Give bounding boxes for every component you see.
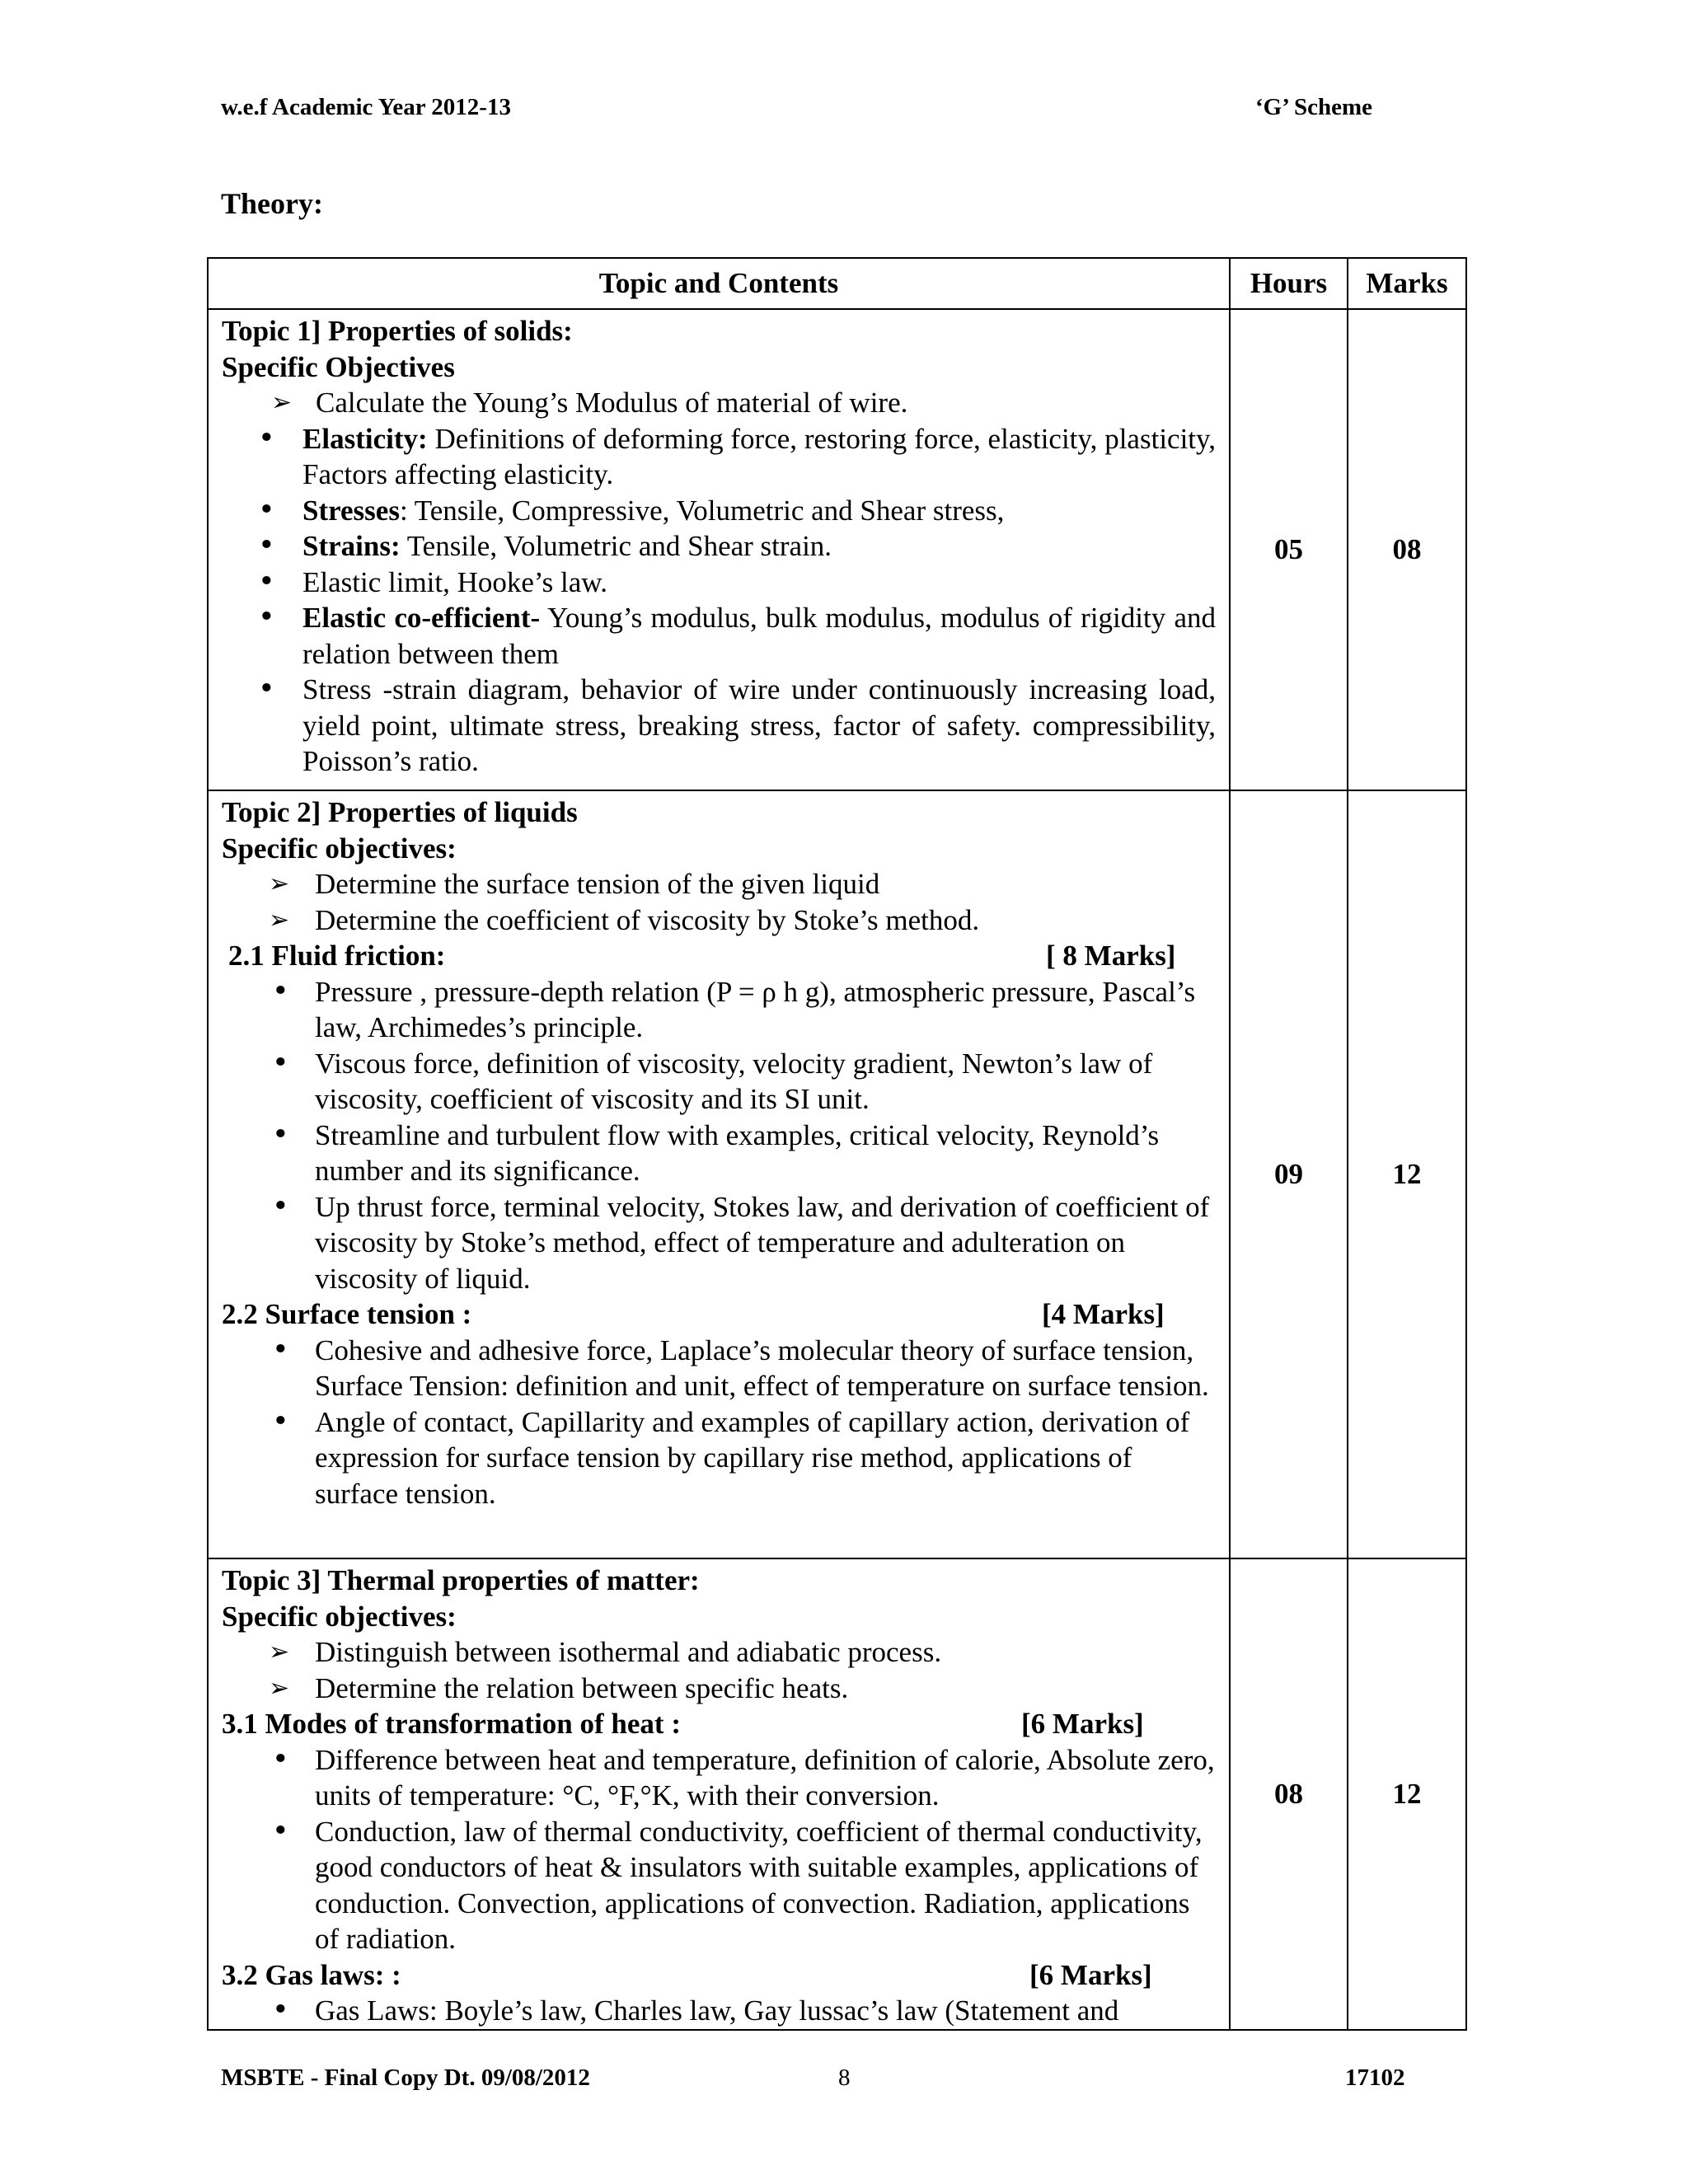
topic1-objectives [222,385,1216,421]
list-item: ➢ Determine the coefficient of viscosity by Stoke’s method. [222,902,1216,939]
topic2-sub2-bullets [222,1333,1216,1512]
topic1-title: Topic 1] Properties of solids: [222,315,573,347]
topic1-objectives-label: Specific Objectives [222,350,455,383]
section-title: Theory: [221,187,323,220]
list-item: ➢ Determine the surface tension of the given liquid [222,866,1216,902]
topic3-sub1-title: 3.1 Modes of transformation of heat : [222,1708,681,1740]
list-item: • Viscous force, definition of viscosity, velocity gradient, Newton’s law of viscosity, coefficient of viscosity and its SI unit. [222,1046,1216,1118]
topic3-objectives-label: Specific objectives: [222,1600,457,1633]
topic1-hours: 05 [1230,309,1348,790]
topic3-title: Topic 3] Thermal properties of matter: [222,1564,700,1596]
list-item: • Pressure , pressure-depth relation (P = ρ h g), atmospheric pressure, Pascal’s law, Archimedes’s principle. [222,974,1216,1046]
topic2-sub2-heading [222,1296,1216,1333]
topic2-sub2-title: 2.2 Surface tension : [222,1298,472,1330]
header-marks: Marks [1348,258,1466,309]
topic2-marks: 12 [1348,790,1466,1558]
topic3-content [208,1558,1230,2030]
list-item: • Elastic limit, Hooke’s law. [222,565,1216,601]
table-header-row [208,258,1466,309]
table-row [208,790,1466,1558]
list-item: ➢ Determine the relation between specific heats. [222,1671,1216,1707]
header-hours: Hours [1230,258,1348,309]
list-item: ➢ Calculate the Young’s Modulus of material of wire. [222,385,1216,421]
header-scheme: ‘G’ Scheme [1255,94,1372,120]
list-item: • Elasticity: Definitions of deforming force, restoring force, elasticity, plasticity, Factors affecting elasticity. [222,421,1216,493]
list-item: • Stress -strain diagram, behavior of wire under continuously increasing load, yield point, ultimate stress, breaking stress, factor of safety. compressibility, Poisson’s ratio. [222,672,1216,780]
list-item: • Streamline and turbulent flow with examples, critical velocity, Reynold’s number and its significance. [222,1118,1216,1189]
list-item: • Angle of contact, Capillarity and examples of capillary action, derivation of expression for surface tension by capillary rise method, applications of surface tension. [222,1404,1216,1512]
list-item: • Stresses: Tensile, Compressive, Volumetric and Shear stress, [222,493,1216,529]
footer-page-number: 8 [838,2064,851,2091]
syllabus-table [207,257,1467,2031]
topic3-sub2-bullets [222,1993,1216,2029]
topic3-sub2-title: 3.2 Gas laws: : [222,1958,401,1991]
table-row [208,1558,1466,2030]
topic2-sub1-heading [222,938,1216,974]
topic3-hours: 08 [1230,1558,1348,2030]
list-item: • Conduction, law of thermal conductivity, coefficient of thermal conductivity, good conductors of heat & insulators with suitable examples, applications of conduction. Convection, applications of convection. Radiation, applications of radiation. [222,1814,1216,1957]
topic2-objectives [222,866,1216,938]
topic3-sub1-marks: [6 Marks] [1021,1708,1144,1740]
list-item: • Gas Laws: Boyle’s law, Charles law, Gay lussac’s law (Statement and [222,1993,1216,2029]
list-item: ➢ Distinguish between isothermal and adiabatic process. [222,1634,1216,1671]
header-academic-year: w.e.f Academic Year 2012-13 [221,94,511,120]
footer-copy-date: MSBTE - Final Copy Dt. 09/08/2012 [221,2064,590,2091]
topic3-sub1-heading [222,1706,1216,1742]
topic2-sub2-marks: [4 Marks] [1042,1298,1165,1330]
list-item: • Strains: Tensile, Volumetric and Shear strain. [222,528,1216,565]
topic3-sub2-marks: [6 Marks] [1029,1958,1152,1991]
table-row [208,309,1466,790]
topic2-title: Topic 2] Properties of liquids [222,796,578,828]
topic1-content [208,309,1230,790]
topic1-bullets [222,421,1216,780]
header-topic: Topic and Contents [208,258,1230,309]
topic2-sub1-marks: [ 8 Marks] [1046,940,1176,972]
topic1-marks: 08 [1348,309,1466,790]
topic3-sub1-bullets [222,1742,1216,1957]
list-item: • Elastic co-efficient- Young’s modulus, bulk modulus, modulus of rigidity and relation between them [222,600,1216,672]
topic2-content [208,790,1230,1558]
footer-course-code: 17102 [1345,2064,1405,2091]
topic2-hours: 09 [1230,790,1348,1558]
topic2-sub1-bullets [222,974,1216,1297]
list-item: • Difference between heat and temperature, definition of calorie, Absolute zero, units of temperature: °C, °F,°K, with their conversion. [222,1742,1216,1814]
list-item: • Cohesive and adhesive force, Laplace’s molecular theory of surface tension, Surface Tension: definition and unit, effect of temperature on surface tension. [222,1333,1216,1404]
list-item: • Up thrust force, terminal velocity, Stokes law, and derivation of coefficient of viscosity by Stoke’s method, effect of temperature and adulteration on viscosity of liquid. [222,1189,1216,1297]
topic3-marks: 12 [1348,1558,1466,2030]
topic3-sub2-heading [222,1957,1216,1994]
topic3-objectives [222,1634,1216,1706]
topic2-objectives-label: Specific objectives: [222,832,457,865]
topic2-sub1-title: 2.1 Fluid friction: [228,940,446,972]
